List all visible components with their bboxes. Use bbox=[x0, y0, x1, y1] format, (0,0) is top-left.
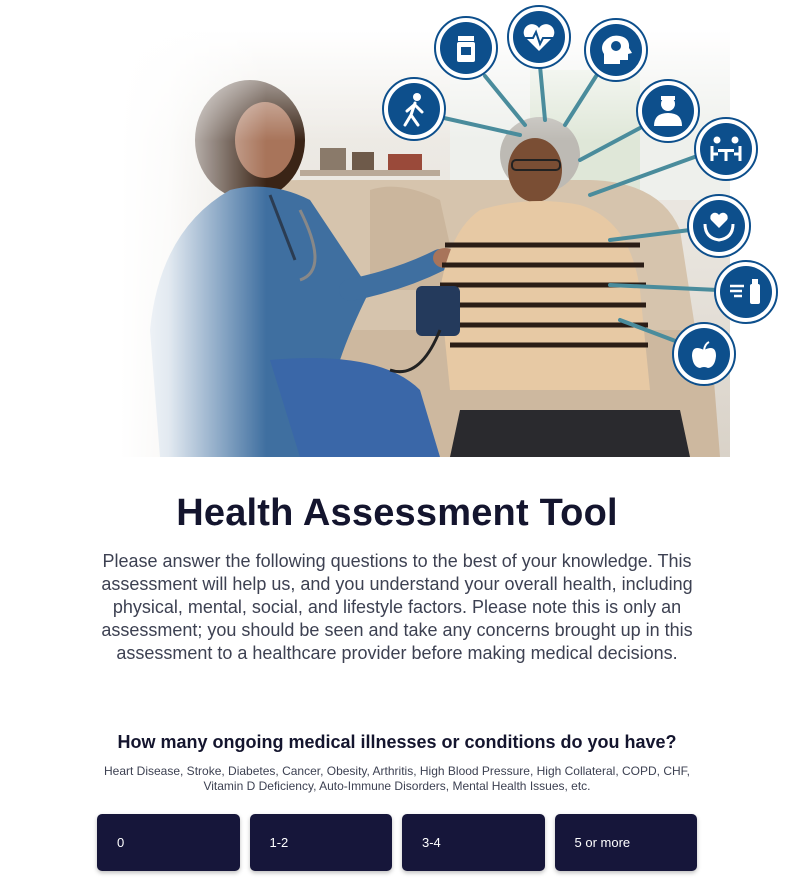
question-text: How many ongoing medical illnesses or conditions do you have? bbox=[117, 732, 677, 752]
option-5-or-more-button[interactable]: 5 or more bbox=[555, 814, 698, 871]
people-table-icon bbox=[695, 118, 757, 180]
brain-icon bbox=[585, 19, 647, 81]
option-3-4-button[interactable]: 3-4 bbox=[402, 814, 545, 871]
doctor-icon bbox=[637, 80, 699, 142]
intro-text: Please answer the following questions to the best of your knowledge. This assessment will help us, and you understand your overall health, including physical, mental, social, and lifestyle factors. Please note this is only an assessment; you should be seen and take any concerns brought up in this assessment to a healthcare provider before making medical decisions. bbox=[101, 551, 693, 663]
question-examples: Heart Disease, Stroke, Diabetes, Cancer, Obesity, Arthritis, High Blood Pressure, High Collateral, COPD, CHF, Vitamin D Deficiency, Auto-Immune Disorders, Mental Health Issues, etc. bbox=[103, 764, 690, 793]
walking-person-icon bbox=[383, 78, 445, 140]
heart-hands-icon bbox=[688, 195, 750, 257]
page-title: Health Assessment Tool bbox=[176, 492, 618, 534]
option-1-2-button[interactable]: 1-2 bbox=[250, 814, 393, 871]
medication-hand-icon bbox=[715, 261, 777, 323]
medicine-bottle-icon bbox=[435, 17, 497, 79]
apple-icon bbox=[673, 323, 735, 385]
heart-pulse-icon bbox=[508, 6, 570, 68]
answer-options bbox=[97, 814, 697, 871]
option-0-button[interactable]: 0 bbox=[97, 814, 240, 871]
